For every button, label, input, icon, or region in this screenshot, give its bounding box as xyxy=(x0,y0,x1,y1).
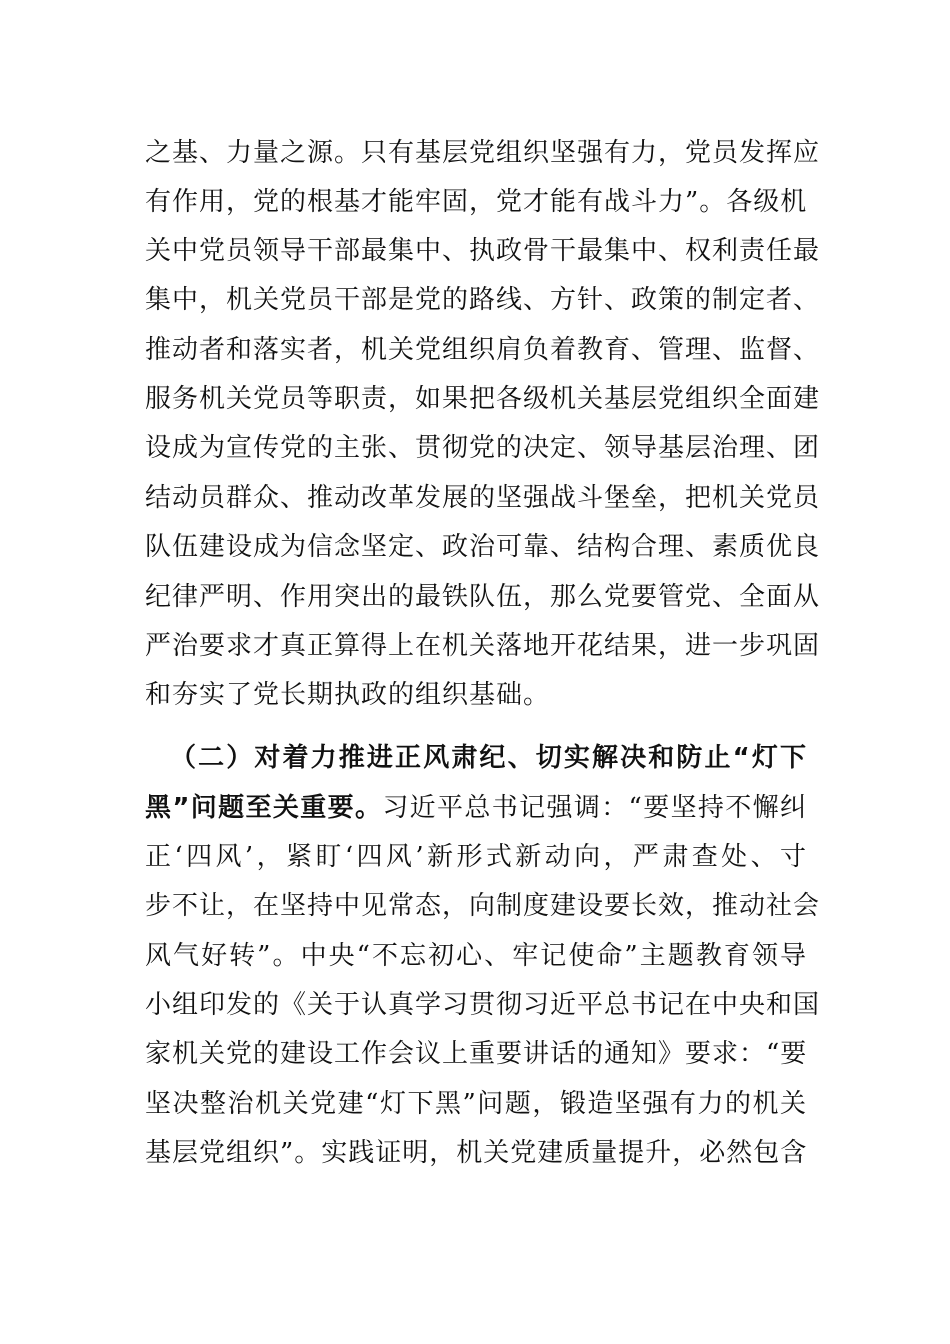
paragraph-2-line-9: 基层党组织”。实践证明，机关党建质量提升，必然包含 xyxy=(145,1138,808,1168)
paragraph-1-line-8: 结动员群众、推动改革发展的坚强战斗堡垒，把机关党员 xyxy=(145,483,821,513)
paragraph-1-line-11: 严治要求才真正算得上在机关落地开花结果，进一步巩固 xyxy=(145,631,821,661)
paragraph-2-line-8: 坚决整治机关党建“灯下黑”问题，锻造坚强有力的机关 xyxy=(145,1089,807,1119)
paragraph-1-line-6: 服务机关党员等职责，如果把各级机关基层党组织全面建 xyxy=(145,384,821,414)
paragraph-2-line-3: 正‘四风’，紧盯‘四风’新形式新动向，严肃查处、寸 xyxy=(145,842,807,872)
section-heading-line-1: （二）对着力推进正风肃纪、切实解决和防止“灯下 xyxy=(170,743,807,773)
paragraph-1-line-4: 集中，机关党员干部是党的路线、方针、政策的制定者、 xyxy=(145,285,821,315)
paragraph-1-line-1: 之基、力量之源。只有基层党组织坚强有力，党员发挥应 xyxy=(145,138,821,168)
paragraph-1-line-10: 纪律严明、作用突出的最铁队伍，那么党要管党、全面从 xyxy=(145,582,821,612)
paragraph-1-line-2: 有作用，党的根基才能牢固，党才能有战斗力”。各级机 xyxy=(145,187,808,217)
paragraph-2-line-7: 家机关党的建设工作会议上重要讲话的通知》要求：“要 xyxy=(145,1039,808,1069)
paragraph-2-line-4: 步不让，在坚持中见常态，向制度建设要长效，推动社会 xyxy=(145,891,821,921)
paragraph-2-line-2-text: 习近平总书记强调：“要坚持不懈纠 xyxy=(382,793,808,823)
section-heading-line-2: 黑”问题至关重要。 xyxy=(145,793,383,823)
paragraph-1-line-7: 设成为宣传党的主张、贯彻党的决定、领导基层治理、团 xyxy=(145,433,821,463)
paragraph-1-line-5: 推动者和落实者，机关党组织肩负着教育、管理、监督、 xyxy=(145,335,821,365)
paragraph-2-line-2 xyxy=(145,788,807,828)
paragraph-1-line-12: 和夯实了党长期执政的组织基础。 xyxy=(145,680,551,710)
paragraph-2-line-6: 小组印发的《关于认真学习贯彻习近平总书记在中央和国 xyxy=(145,990,821,1020)
paragraph-1-line-9: 队伍建设成为信念坚定、政治可靠、结构合理、素质优良 xyxy=(145,532,821,562)
paragraph-2-line-5: 风气好转”。中央“不忘初心、牢记使命”主题教育领导 xyxy=(145,941,807,971)
paragraph-1-line-3: 关中党员领导干部最集中、执政骨干最集中、权利责任最 xyxy=(145,236,821,266)
